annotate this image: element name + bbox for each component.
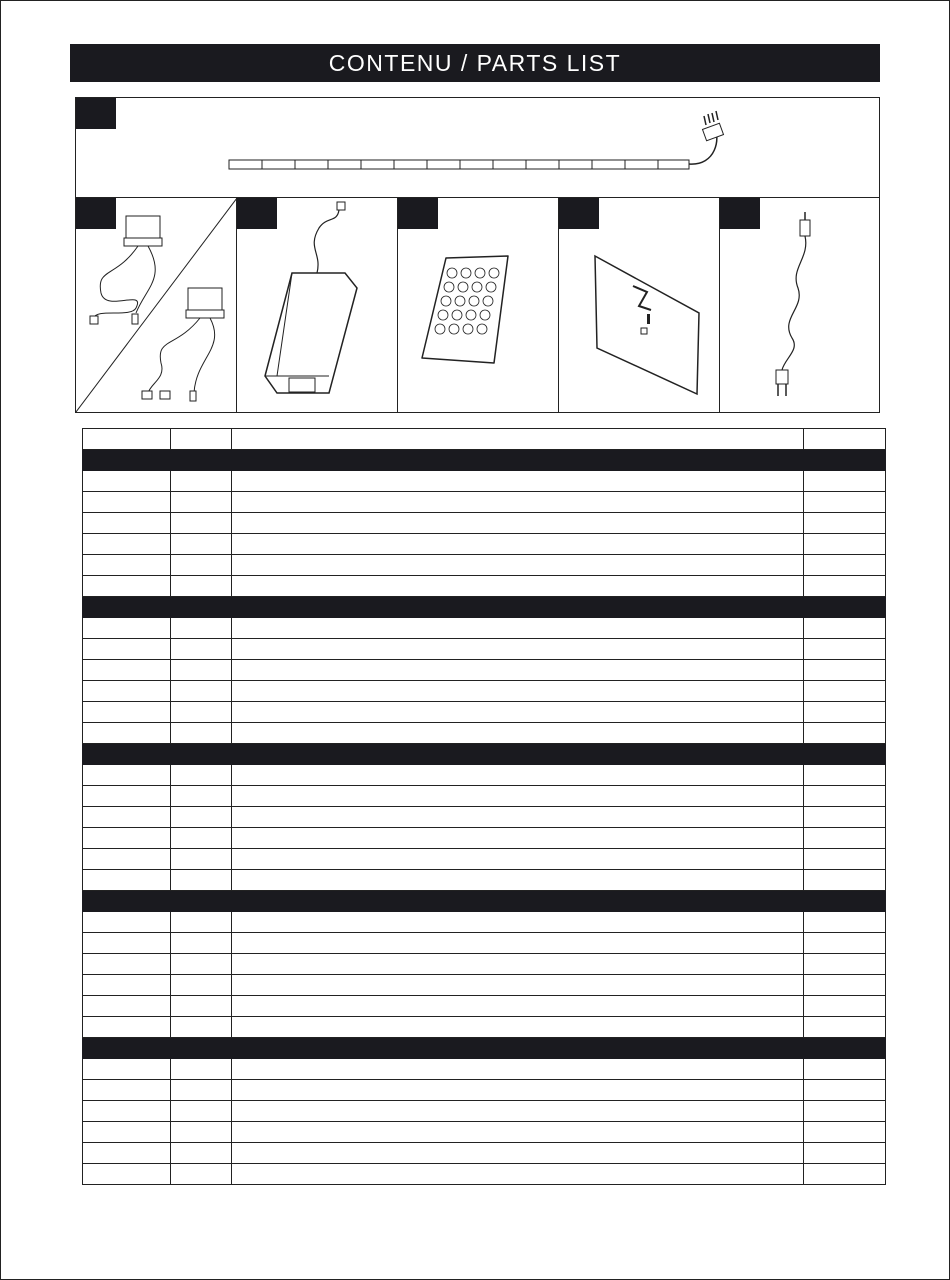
table-cell: [171, 954, 232, 975]
table-cell: [171, 1122, 232, 1143]
section-cell: [804, 891, 886, 912]
table-cell: [171, 933, 232, 954]
table-cell: [171, 639, 232, 660]
section-cell: [804, 450, 886, 471]
table-row: [83, 870, 886, 891]
table-cell: [83, 849, 171, 870]
table-cell: [232, 555, 804, 576]
table-cell: [83, 534, 171, 555]
section-cell: [171, 891, 232, 912]
part-cell-power-cord: [720, 198, 879, 412]
table-row: [83, 618, 886, 639]
table-row: [83, 1017, 886, 1038]
table-row: [83, 639, 886, 660]
table-cell: [171, 1143, 232, 1164]
table-cell: [171, 618, 232, 639]
table-cell: [171, 996, 232, 1017]
table-cell: [83, 954, 171, 975]
table-cell: [171, 660, 232, 681]
section-cell: [804, 597, 886, 618]
power-cord-icon: [720, 198, 879, 412]
table-section-row: [83, 744, 886, 765]
table-cell: [804, 1143, 886, 1164]
table-cell: [232, 1017, 804, 1038]
section-cell: [232, 891, 804, 912]
table-cell: [83, 1059, 171, 1080]
table-cell: [83, 639, 171, 660]
table-cell: [83, 723, 171, 744]
table-cell: [83, 702, 171, 723]
table-row: [83, 1101, 886, 1122]
table-cell: [83, 1017, 171, 1038]
table-cell: [83, 1164, 171, 1185]
table-header-cell: [804, 429, 886, 450]
table-cell: [83, 660, 171, 681]
table-cell: [83, 975, 171, 996]
table-row: [83, 492, 886, 513]
table-cell: [83, 492, 171, 513]
table-cell: [171, 534, 232, 555]
table-row: [83, 1059, 886, 1080]
table-cell: [171, 1101, 232, 1122]
table-header-cell: [232, 429, 804, 450]
power-adapter-icon: [237, 198, 398, 412]
table-row: [83, 765, 886, 786]
table-cell: [804, 870, 886, 891]
table-cell: [83, 555, 171, 576]
table-cell: [804, 660, 886, 681]
page-title: CONTENU / PARTS LIST: [70, 44, 880, 82]
table-cell: [804, 849, 886, 870]
table-section-row: [83, 597, 886, 618]
table-cell: [171, 828, 232, 849]
table-cell: [232, 1164, 804, 1185]
table-cell: [804, 1101, 886, 1122]
table-cell: [804, 954, 886, 975]
table-row: [83, 1080, 886, 1101]
table-row: [83, 681, 886, 702]
table-cell: [804, 1017, 886, 1038]
table-cell: [232, 975, 804, 996]
section-cell: [232, 450, 804, 471]
part-cell-led-strip: [76, 98, 879, 198]
table-cell: [804, 1059, 886, 1080]
table-row: [83, 996, 886, 1017]
table-cell: [83, 765, 171, 786]
table-cell: [804, 828, 886, 849]
section-cell: [83, 1038, 171, 1059]
section-cell: [232, 1038, 804, 1059]
table-cell: [804, 618, 886, 639]
table-row: [83, 828, 886, 849]
table-cell: [232, 786, 804, 807]
table-cell: [83, 618, 171, 639]
table-cell: [232, 723, 804, 744]
table-cell: [804, 681, 886, 702]
table-cell: [171, 681, 232, 702]
table-cell: [232, 492, 804, 513]
table-row: [83, 954, 886, 975]
parts-illustration-panel: [75, 97, 880, 413]
table-cell: [804, 996, 886, 1017]
table-cell: [83, 1122, 171, 1143]
table-cell: [232, 513, 804, 534]
table-cell: [232, 534, 804, 555]
table-cell: [232, 618, 804, 639]
table-cell: [232, 1080, 804, 1101]
table-cell: [804, 912, 886, 933]
table-cell: [804, 975, 886, 996]
table-cell: [804, 933, 886, 954]
table-cell: [804, 534, 886, 555]
table-cell: [232, 471, 804, 492]
table-section-row: [83, 1038, 886, 1059]
table-cell: [171, 702, 232, 723]
table-header-row: [83, 429, 886, 450]
table-cell: [232, 828, 804, 849]
table-cell: [232, 1101, 804, 1122]
remote-control-icon: [398, 198, 559, 412]
table-cell: [83, 786, 171, 807]
table-cell: [232, 996, 804, 1017]
table-row: [83, 849, 886, 870]
table-row: [83, 1143, 886, 1164]
table-cell: [804, 555, 886, 576]
table-cell: [83, 1080, 171, 1101]
table-cell: [232, 681, 804, 702]
table-cell: [804, 492, 886, 513]
section-cell: [232, 744, 804, 765]
table-cell: [804, 807, 886, 828]
table-cell: [83, 996, 171, 1017]
table-cell: [171, 1080, 232, 1101]
controller-icon: [76, 198, 237, 412]
table-cell: [171, 576, 232, 597]
section-cell: [171, 450, 232, 471]
table-cell: [171, 1164, 232, 1185]
section-cell: [171, 744, 232, 765]
table-row: [83, 555, 886, 576]
table-cell: [804, 702, 886, 723]
section-cell: [804, 744, 886, 765]
table-row: [83, 786, 886, 807]
table-cell: [232, 639, 804, 660]
part-cell-mounting-plate: [559, 198, 720, 412]
table-cell: [83, 933, 171, 954]
table-cell: [171, 870, 232, 891]
table-cell: [83, 681, 171, 702]
table-cell: [171, 786, 232, 807]
table-row: [83, 471, 886, 492]
parts-table: [82, 428, 886, 1185]
table-section-row: [83, 891, 886, 912]
table-cell: [232, 1143, 804, 1164]
table-header-cell: [171, 429, 232, 450]
table-cell: [232, 807, 804, 828]
table-cell: [83, 1101, 171, 1122]
table-cell: [804, 786, 886, 807]
table-cell: [171, 1017, 232, 1038]
table-cell: [232, 660, 804, 681]
section-cell: [171, 1038, 232, 1059]
table-cell: [232, 1059, 804, 1080]
section-cell: [83, 891, 171, 912]
table-cell: [804, 576, 886, 597]
table-cell: [804, 1122, 886, 1143]
table-row: [83, 534, 886, 555]
table-cell: [232, 576, 804, 597]
mounting-plate-icon: [559, 198, 720, 412]
table-cell: [83, 1143, 171, 1164]
table-cell: [171, 765, 232, 786]
table-cell: [232, 849, 804, 870]
led-strip-icon: [76, 98, 879, 198]
table-cell: [171, 723, 232, 744]
table-cell: [171, 513, 232, 534]
table-cell: [232, 933, 804, 954]
table-cell: [171, 555, 232, 576]
table-row: [83, 576, 886, 597]
table-cell: [804, 471, 886, 492]
table-cell: [804, 723, 886, 744]
table-cell: [171, 912, 232, 933]
table-cell: [171, 1059, 232, 1080]
section-cell: [83, 744, 171, 765]
table-cell: [171, 975, 232, 996]
table-row: [83, 1122, 886, 1143]
table-row: [83, 702, 886, 723]
table-header-cell: [83, 429, 171, 450]
table-cell: [804, 765, 886, 786]
section-cell: [83, 450, 171, 471]
section-cell: [171, 597, 232, 618]
table-row: [83, 723, 886, 744]
table-cell: [83, 912, 171, 933]
table-row: [83, 807, 886, 828]
table-cell: [83, 576, 171, 597]
table-cell: [83, 471, 171, 492]
table-cell: [83, 513, 171, 534]
table-cell: [171, 471, 232, 492]
table-cell: [232, 954, 804, 975]
table-cell: [171, 807, 232, 828]
table-cell: [232, 702, 804, 723]
table-row: [83, 1164, 886, 1185]
table-cell: [804, 1164, 886, 1185]
table-cell: [804, 1080, 886, 1101]
table-section-row: [83, 450, 886, 471]
part-cell-controllers: [76, 198, 237, 412]
table-row: [83, 933, 886, 954]
table-row: [83, 513, 886, 534]
section-cell: [232, 597, 804, 618]
table-cell: [232, 912, 804, 933]
table-cell: [232, 1122, 804, 1143]
table-cell: [83, 828, 171, 849]
part-cell-power-adapter: [237, 198, 398, 412]
table-row: [83, 975, 886, 996]
section-cell: [804, 1038, 886, 1059]
table-row: [83, 912, 886, 933]
table-cell: [804, 513, 886, 534]
table-cell: [83, 870, 171, 891]
part-cell-remote: [398, 198, 559, 412]
table-cell: [83, 807, 171, 828]
table-cell: [171, 849, 232, 870]
table-cell: [232, 765, 804, 786]
table-row: [83, 660, 886, 681]
section-cell: [83, 597, 171, 618]
table-cell: [232, 870, 804, 891]
table-cell: [804, 639, 886, 660]
table-cell: [171, 492, 232, 513]
